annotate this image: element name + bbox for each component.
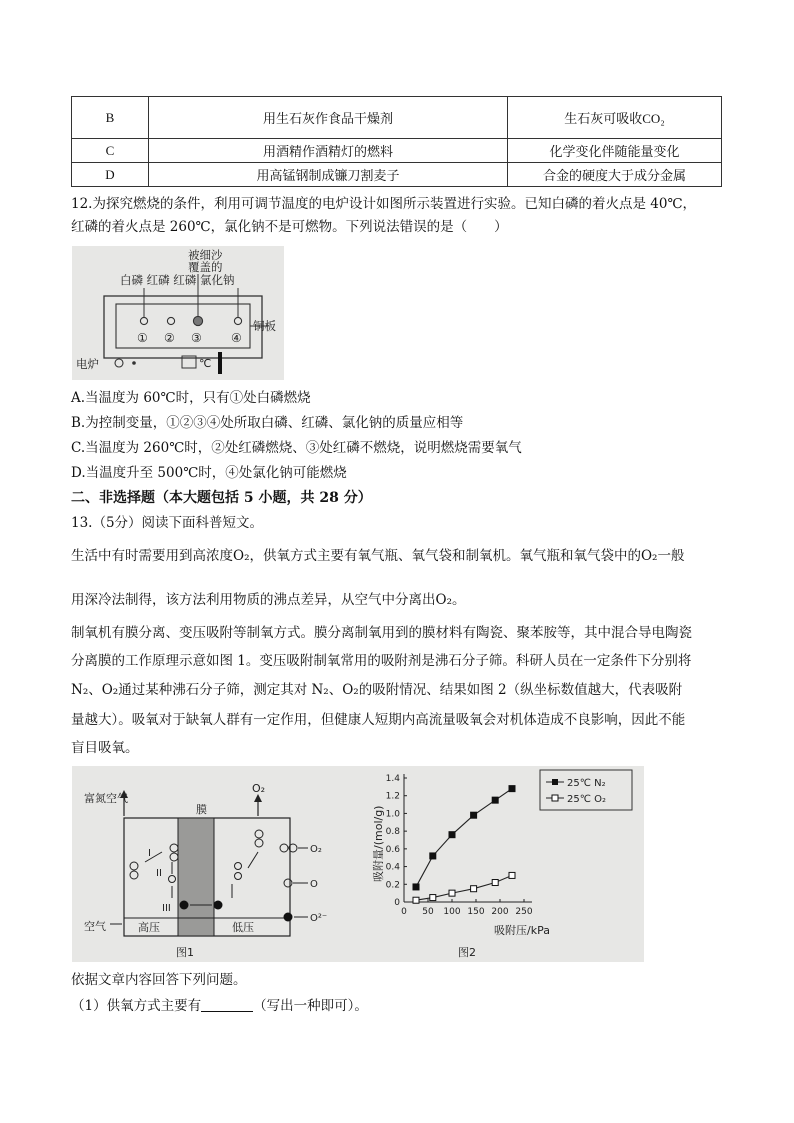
fig2-point-1-1 xyxy=(430,895,436,901)
fig2-point-0-3 xyxy=(471,812,477,818)
fig1-high-pressure-label: 高压 xyxy=(138,921,160,934)
fig1-o2-outlet-label: O₂ xyxy=(252,782,266,795)
fig1-low-pressure-label: 低压 xyxy=(232,921,254,934)
q12-option-d: D.当温度升至 500℃时，④处氯化钠可能燃烧 xyxy=(71,465,347,481)
fig2-caption: 图2 xyxy=(458,946,476,959)
table-row-b-method: 用生石灰作食品干燥剂 xyxy=(149,97,508,139)
red-phosphorus-sample-icon xyxy=(167,317,174,324)
fig2-point-0-5 xyxy=(509,786,515,792)
fig1-step-2: II xyxy=(156,868,162,879)
fig2-point-1-5 xyxy=(509,872,515,878)
q12-num-4: ④ xyxy=(231,331,242,345)
q13-figures-panel xyxy=(72,766,644,962)
options-table xyxy=(71,96,722,187)
fig1-step-1: I xyxy=(148,848,151,859)
table-row-c-letter: C xyxy=(72,139,149,163)
fig1-membrane-label: 膜 xyxy=(196,803,207,816)
fig2-point-0-4 xyxy=(492,797,498,803)
section-2-title: 二、非选择题（本大题包括 5 小题，共 28 分） xyxy=(71,490,372,506)
figure-2-adsorption-chart xyxy=(362,766,644,962)
table-row-d-method: 用高锰钢制成镰刀割麦子 xyxy=(149,163,508,187)
q12-label-covered-1: 被细沙 xyxy=(188,248,223,262)
fig2-point-0-1 xyxy=(430,853,436,859)
q12-temperature-unit: ℃ xyxy=(199,357,212,370)
q12-label-covered-2: 覆盖的 xyxy=(188,260,223,274)
q13-sub1 xyxy=(71,996,368,1016)
q13-head: 13.（5分）阅读下面科普短文。 xyxy=(71,515,264,531)
fig1-step-3: III xyxy=(162,903,171,914)
q13-para1-line1: 生活中有时需要用到高浓度O₂，供氧方式主要有氧气瓶、氧气袋和制氧机。氧气瓶和氧气袋中的O₂一般 xyxy=(71,548,685,564)
q12-stem-line2: 红磷的着火点是 260℃，氯化钠不是可燃物。下列说法错误的是（ ） xyxy=(71,219,508,235)
fig2-x-tick-label: 200 xyxy=(491,907,509,917)
fig2-point-0-2 xyxy=(449,832,455,838)
table-row-d-letter: D xyxy=(72,163,149,187)
fig2-point-1-3 xyxy=(471,886,477,892)
table-row-c-method: 用酒精作酒精灯的燃料 xyxy=(149,139,508,163)
q12-option-b: B.为控制变量，①②③④处所取白磷、红磷、氯化钠的质量应相等 xyxy=(71,415,464,431)
q13-para2-line3: N₂、O₂通过某种沸石分子筛，测定其对 N₂、O₂的吸附情况、结果如图 2（纵坐标数值越大，代表吸附 xyxy=(71,682,683,698)
furnace-indicator-icon xyxy=(132,361,136,365)
q12-label-items: 白磷 红磷 红磷 氯化钠 xyxy=(120,273,235,287)
fig2-x-tick-label: 0 xyxy=(401,907,407,917)
q12-figure xyxy=(72,246,284,380)
q12-copper-plate-label: 铜板 xyxy=(253,319,276,333)
fig2-point-0-0 xyxy=(413,884,419,890)
white-phosphorus-sample-icon xyxy=(140,317,147,324)
fig1-rich-nitrogen-label: 富氮空气 xyxy=(84,792,128,805)
fig2-y-tick-label: 1.4 xyxy=(385,774,400,784)
fig2-y-tick-label: 0.4 xyxy=(385,862,400,873)
q13-sub1-suffix: （写出一种即可）。 xyxy=(253,998,368,1014)
fig1-air-label: 空气 xyxy=(84,920,106,933)
fig1-legend-o: O xyxy=(310,879,318,890)
fig2-x-tick-label: 250 xyxy=(515,907,533,917)
q12-stem-line1: 12.为探究燃烧的条件，利用可调节温度的电炉设计如图所示装置进行实验。已知白磷的着火点是 40℃， xyxy=(71,196,697,212)
fig2-y-axis-label: 吸附量/(mol/g) xyxy=(372,805,385,882)
q12-num-1: ① xyxy=(137,331,148,345)
q12-num-2: ② xyxy=(164,331,175,345)
q12-num-3: ③ xyxy=(191,331,202,345)
fig1-legend-o2: O₂ xyxy=(310,844,322,855)
q13-para2-line1: 制氧机有膜分离、变压吸附等制氧方式。膜分离制氧用到的膜材料有陶瓷、聚苯胺等，其中混合导电陶瓷 xyxy=(71,625,692,641)
fig1-legend-o2minus: O²⁻ xyxy=(310,913,328,924)
table-row-b-letter: B xyxy=(72,97,149,139)
q13-para1-line2: 用深冷法制得，该方法利用物质的沸点差异，从空气中分离出O₂。 xyxy=(71,592,466,608)
fig2-x-tick-label: 50 xyxy=(422,907,434,917)
q13-sub1-answer-blank[interactable] xyxy=(201,997,253,1012)
fig2-point-1-2 xyxy=(449,890,455,896)
q12-option-a: A.当温度为 60℃时，只有①处白磷燃烧 xyxy=(71,390,311,406)
q13-para2-line4: 量越大）。吸氧对于缺氧人群有一定作用，但健康人短期内高流量吸氧会对机体造成不良影响，因此不能 xyxy=(71,712,686,728)
fig2-point-1-0 xyxy=(413,897,419,903)
fig2-y-tick-label: 0.6 xyxy=(385,844,400,855)
fig2-y-tick-label: 1.0 xyxy=(385,809,400,820)
q13-para2-line5: 盲目吸氧。 xyxy=(71,740,139,756)
fig2-x-tick-label: 150 xyxy=(467,907,485,917)
fig2-y-tick-label: 1.2 xyxy=(385,791,400,802)
furnace-knob-icon xyxy=(115,359,123,367)
fig2-x-tick-label: 100 xyxy=(443,907,461,917)
fig2-y-tick-label: 0 xyxy=(394,898,400,908)
q13-instruction: 依据文章内容回答下列问题。 xyxy=(71,972,247,988)
fig2-x-axis-label: 吸附压/kPa xyxy=(494,924,550,937)
sodium-chloride-sample-icon xyxy=(234,317,241,324)
q13-para2-line2: 分离膜的工作原理示意如图 1。变压吸附制氧常用的吸附剂是沸石分子筛。科研人员在一定条件下分别将 xyxy=(71,653,692,669)
table-row-d-reason: 合金的硬度大于成分金属 xyxy=(508,163,722,187)
fig1-caption: 图1 xyxy=(176,946,194,959)
sand-covered-red-phosphorus-icon xyxy=(193,316,202,325)
fig2-legend-n2: 25℃ N₂ xyxy=(567,778,606,789)
fig2-y-tick-label: 0.2 xyxy=(385,880,400,891)
q12-apparatus-drawing xyxy=(72,246,284,380)
table-row-b-reason: 生石灰可吸收CO₂ xyxy=(508,97,722,139)
q12-furnace-label: 电炉 xyxy=(76,357,99,371)
fig2-point-1-4 xyxy=(492,880,498,886)
fig2-y-tick-label: 0.8 xyxy=(385,827,400,838)
q12-option-c: C.当温度为 260℃时，②处红磷燃烧、③处红磷不燃烧，说明燃烧需要氧气 xyxy=(71,440,522,456)
q13-sub1-prefix: （1）供氧方式主要有 xyxy=(71,998,202,1014)
table-row-c-reason: 化学变化伴随能量变化 xyxy=(508,139,722,163)
fig2-legend-o2: 25℃ O₂ xyxy=(567,794,607,805)
